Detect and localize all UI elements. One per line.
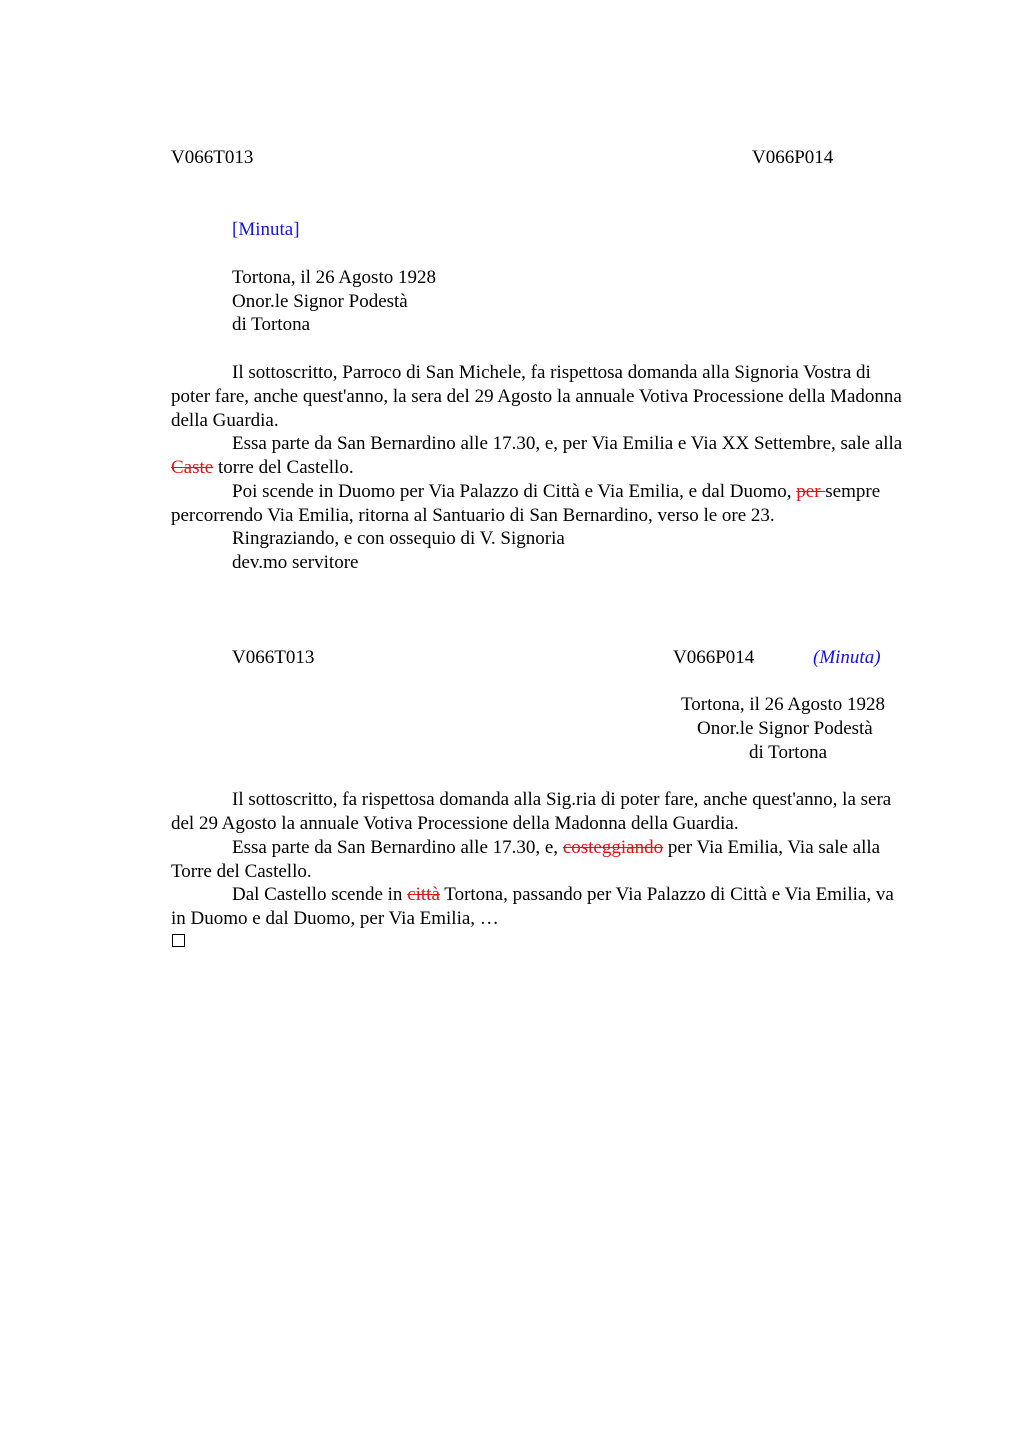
second-code-left: V066T013 [232,647,315,668]
second-code-right: V066P014 [673,647,755,668]
first-code-right: V066P014 [752,147,834,168]
first-closing-line1: Ringraziando, e con ossequio di V. Signoria [232,528,565,549]
second-paragraph-2-end: per Via Emilia, Via sale alla Torre del Castello. [171,837,881,882]
first-addressee-line2: di Tortona [232,314,311,335]
second-paragraph-3-deletion: città [407,884,440,905]
first-paragraph-3 [171,480,911,528]
second-date: Tortona, il 26 Agosto 1928 [681,694,885,715]
second-addressee-line2: di Tortona [749,742,828,763]
first-paragraph-2-end: torre del Castello. [213,456,354,478]
first-paragraph-1: Il sottoscritto, Parroco di San Michele, fa rispettosa domanda alla Signoria Vostra di poter fare, anche quest'anno, la sera del 29 Agosto la annuale Votiva Processione della Madonna della Guardia. [171,362,902,431]
first-closing-line2: dev.mo servitore [232,552,359,573]
second-paragraph-3 [171,883,911,931]
first-paragraph-3-start: Poi scende in Duomo per Via Palazzo di Città e Via Emilia, e dal Duomo, [232,481,797,502]
first-addressee-line1: Onor.le Signor Podestà [232,291,408,312]
first-paragraph-3-deletion: per [796,481,826,502]
second-addressee-line1: Onor.le Signor Podestà [697,718,873,739]
second-paragraph-3-start: Dal Castello scende in [232,884,408,905]
first-code-left: V066T013 [171,147,254,168]
second-paragraph-2-start: Essa parte da San Bernardino alle 17.30, e, [232,837,563,858]
first-paragraph-2 [171,432,911,480]
second-minuta-label: (Minuta) [813,647,881,668]
first-date: Tortona, il 26 Agosto 1928 [232,267,436,288]
empty-checkbox-glyph [172,934,185,947]
second-paragraph-3-end: Tortona, passando per Via Palazzo di Città e Via Emilia, va in Duomo e dal Duomo, per Via Emilia, … [171,884,894,929]
second-paragraph-1: Il sottoscritto, fa rispettosa domanda alla Sig.ria di poter fare, anche quest'anno, la sera del 29 Agosto la annuale Votiva Processione della Madonna della Guardia. [171,789,892,834]
first-minuta-label: [Minuta] [232,219,300,240]
first-paragraph-2-start: Essa parte da San Bernardino alle 17.30, e, per Via Emilia e Via XX Settembre, sale alla [232,433,903,454]
second-paragraph-2-deletion: costeggiando [562,837,664,858]
first-paragraph-2-deletion: Caste [171,456,214,478]
first-paragraph-3-end: sempre percorrendo Via Emilia, ritorna al Santuario di San Bernardino, verso le ore 23. [171,481,881,526]
second-paragraph-2 [171,836,911,884]
